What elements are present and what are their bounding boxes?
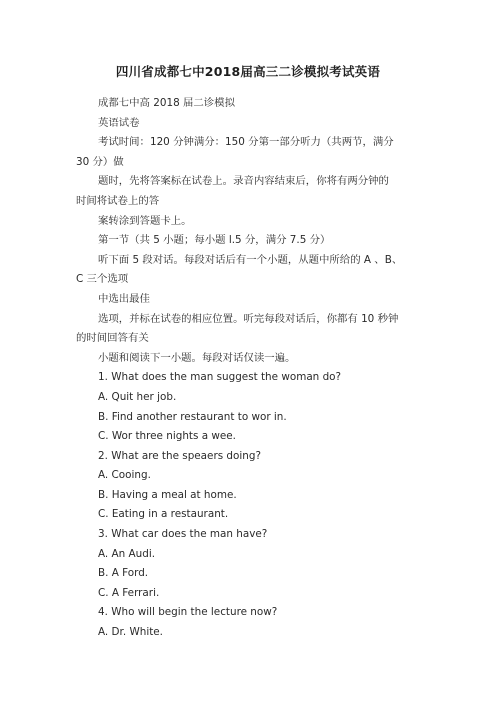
text-line: A. An Audi.	[98, 547, 156, 560]
text-line: A. Cooing.	[98, 469, 151, 482]
text-line: C 三个选项	[76, 273, 129, 286]
text-line: 案转涂到答题卡上。	[98, 214, 192, 227]
text-line: 4. Who will begin the lecture now?	[98, 606, 278, 619]
text-line: 2. What are the speaers doing?	[98, 449, 261, 462]
text-line: 题时，先将答案标在试卷上。录音内容结束后，你将有两分钟的	[98, 175, 389, 188]
text-line: 听下面 5 段对话。每段对话后有一个小题，从题中所给的 A 、B、	[98, 253, 403, 266]
text-line: 第一节（共 5 小题；每小题 l.5 分，满分 7.5 分）	[98, 234, 331, 247]
text-line: 选项，并标在试卷的相应位置。听完每段对话后，你都有 10 秒钟	[98, 312, 399, 325]
text-line: 的时间回答有关	[76, 332, 149, 345]
text-line: 30 分）做	[76, 155, 124, 168]
text-line: B. A Ford.	[98, 567, 149, 580]
text-line: 考试时间：120 分钟满分：150 分第一部分听力（共两节，满分	[98, 136, 394, 149]
text-line: C. Wor three nights a wee.	[98, 430, 236, 443]
text-line: 英语试卷	[98, 116, 140, 129]
text-line: A. Quit her job.	[98, 390, 177, 403]
text-line: A. Dr. White.	[98, 626, 163, 639]
text-line: 小题和阅读下一小题。每段对话仅读一遍。	[98, 351, 296, 364]
text-line: C. Eating in a restaurant.	[98, 508, 229, 521]
document-body	[76, 94, 426, 643]
text-line: C. A Ferrari.	[98, 586, 160, 599]
text-line: 成都七中高 2018 届二诊模拟	[98, 97, 235, 109]
text-line: B. Find another restaurant to wor in.	[98, 410, 287, 423]
document-title: 四川省成都七中2018届高三二诊模拟考试英语	[115, 64, 381, 79]
text-line: 3. What car does the man have?	[98, 528, 268, 541]
text-line: B. Having a meal at home.	[98, 488, 237, 501]
text-line: 中选出最佳	[98, 292, 150, 305]
text-line: 1. What does the man suggest the woman do?	[98, 371, 342, 384]
text-line: 时间将试卷上的答	[76, 194, 160, 207]
